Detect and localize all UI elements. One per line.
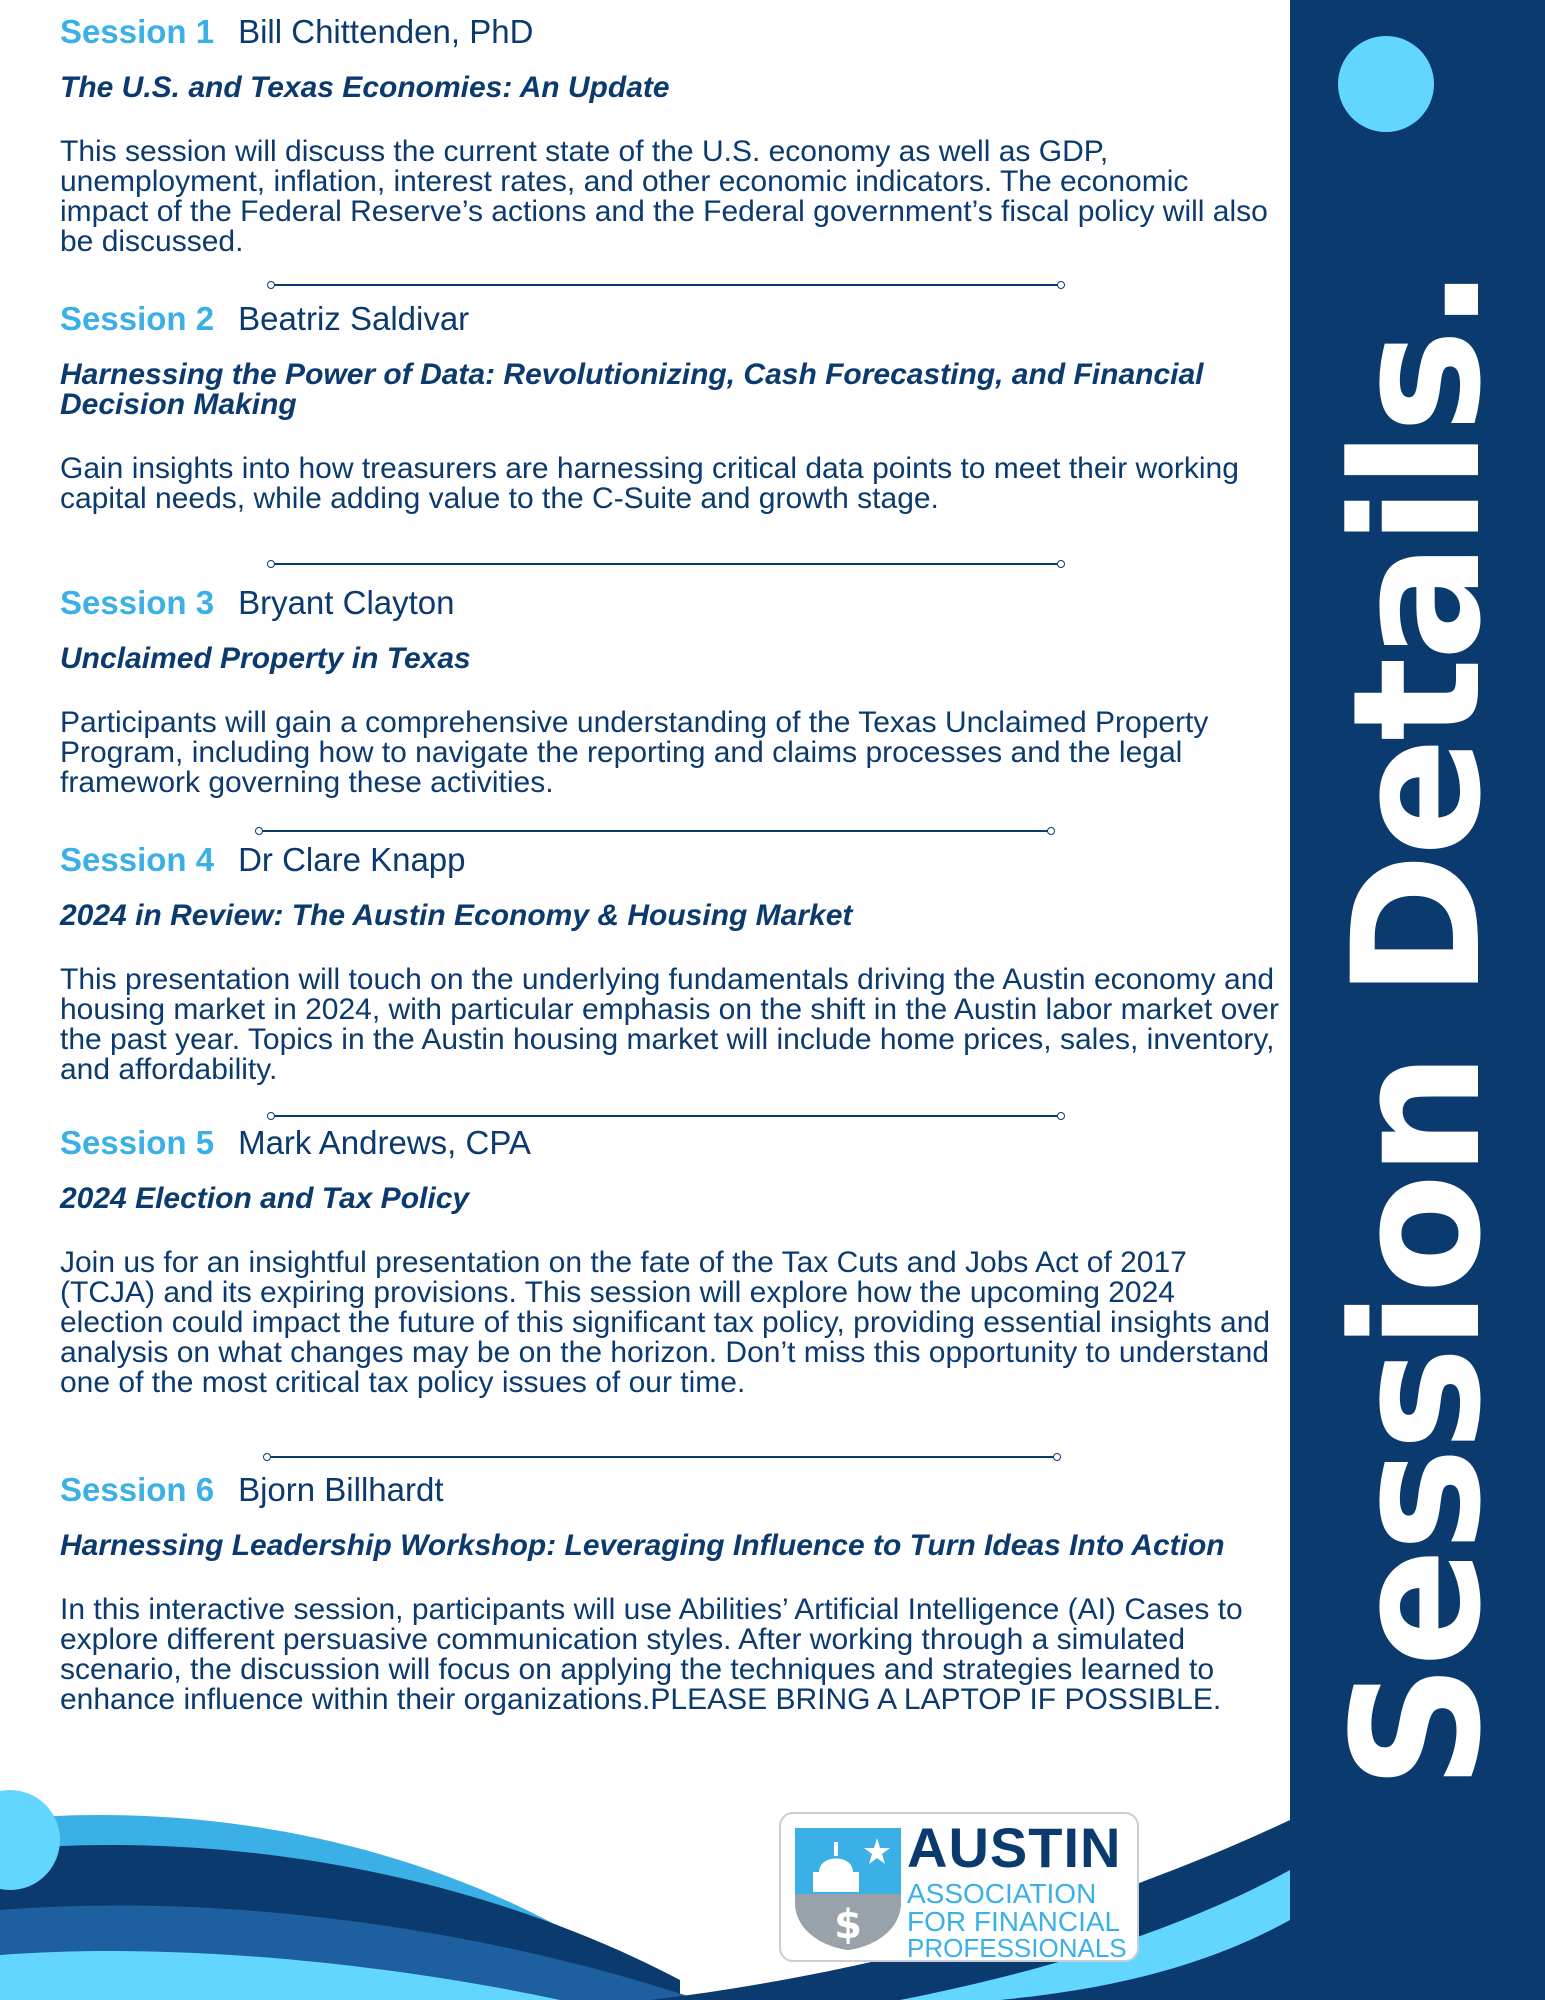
session-description: This session will discuss the current state of the U.S. economy as well as GDP, unemployment, inflation, interest rates, and other economic indicators. The economic impact of the Federal Reserve’s actions and the Federal government’s fiscal policy will also be discussed. [60,135,1268,258]
separator [272,563,1060,565]
svg-text:$: $ [834,1902,862,1948]
session-4 [60,835,1285,1085]
session-title: Harnessing the Power of Data: Revolutionizing, Cash Forecasting, and Financial Decision Making [60,358,1204,421]
session-2 [60,294,1285,514]
session-5 [60,1118,1285,1398]
session-6 [60,1465,1285,1715]
session-details-banner [1290,0,1545,2000]
session-1 [60,7,1285,257]
austin-afp-logo [779,1812,1139,1962]
speaker-name: Dr Clare Knapp [238,841,466,878]
session-3 [60,578,1285,798]
session-description: Gain insights into how treasurers are harnessing critical data points to meet their working capital needs, while adding value to the C-Suite and growth stage. [60,452,1239,515]
session-title: The U.S. and Texas Economies: An Update [60,71,670,104]
session-description: This presentation will touch on the underlying fundamentals driving the Austin economy and housing market in 2024, with particular emphasis on the shift in the Austin labor market over the past year. Topics in the Austin housing market will include home prices, sales, inventory, and affordability. [60,963,1279,1086]
session-label: Session 4 [60,841,215,878]
session-label: Session 6 [60,1471,215,1508]
decorative-dot [1338,36,1434,132]
session-title: 2024 in Review: The Austin Economy & Housing Market [60,899,853,932]
logo-line-3: PROFESSIONALS [907,1933,1127,1963]
logo-brand: AUSTIN [907,1816,1122,1879]
speaker-name: Beatriz Saldivar [238,300,470,337]
session-title: 2024 Election and Tax Policy [60,1182,470,1215]
capitol-dollar-icon [791,1824,905,1952]
session-label: Session 3 [60,584,215,621]
speaker-name: Bryant Clayton [238,584,455,621]
session-description: Join us for an insightful presentation on the fate of the Tax Cuts and Jobs Act of 2017 (TCJA) and its expiring provisions. This session will explore how the upcoming 2024 election could impact the future of this significant tax policy, providing essential insights and analysis on what changes may be on the horizon. Don’t miss this opportunity to understand one of the most critical tax policy issues of our time. [60,1246,1271,1399]
session-label: Session 1 [60,13,215,50]
speaker-name: Bjorn Billhardt [238,1471,444,1508]
session-title: Unclaimed Property in Texas [60,642,471,675]
separator [272,284,1060,286]
logo-line-1: ASSOCIATION [907,1878,1097,1909]
session-label: Session 2 [60,300,215,337]
session-description: Participants will gain a comprehensive understanding of the Texas Unclaimed Property Program, including how to navigate the reporting and claims processes and the legal framework governing these activities. [60,706,1209,799]
speaker-name: Bill Chittenden, PhD [238,13,534,50]
session-description: In this interactive session, participants will use Abilities’ Artificial Intelligence (AI) Cases to explore different persuasive communication styles. After working through a simulated scenario, the discussion will focus on applying the techniques and strategies learned to enhance influence within their organizations.PLEASE BRING A LAPTOP IF POSSIBLE. [60,1593,1243,1716]
session-title: Harnessing Leadership Workshop: Leveraging Influence to Turn Ideas Into Action [60,1529,1225,1562]
separator [260,830,1050,832]
logo-line-2: FOR FINANCIAL [907,1906,1121,1937]
speaker-name: Mark Andrews, CPA [238,1124,531,1161]
separator [268,1456,1056,1458]
page-title: Session Details. [1315,269,1520,1791]
session-label: Session 5 [60,1124,215,1161]
separator [272,1115,1060,1117]
